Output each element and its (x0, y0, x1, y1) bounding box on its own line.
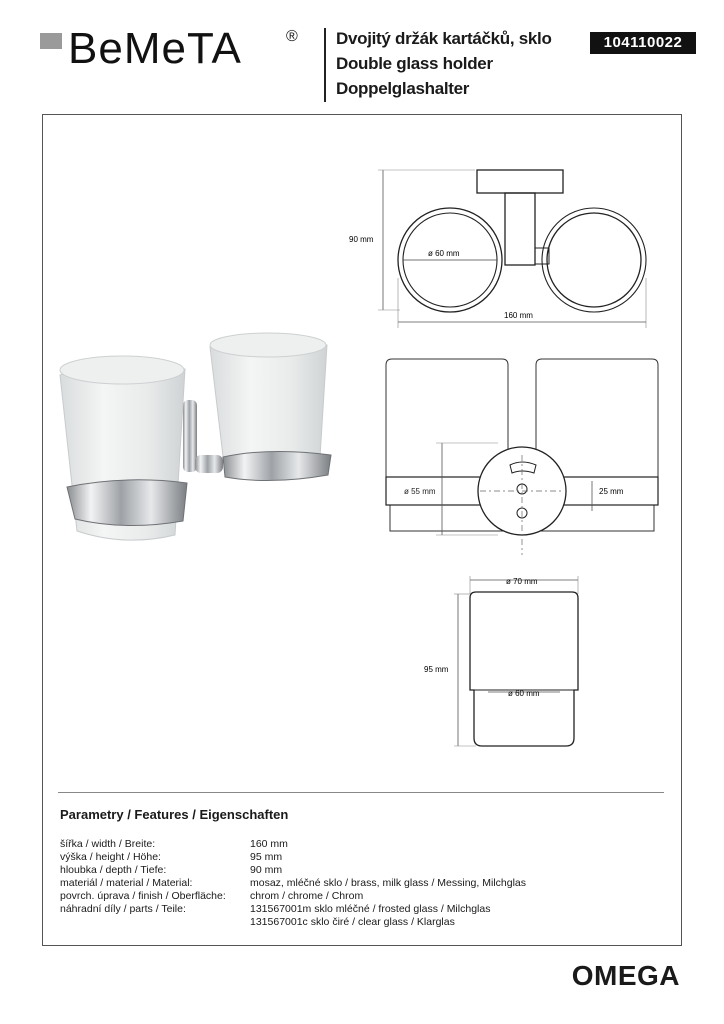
dim-ring-label: ø 60 mm (428, 249, 460, 258)
product-photo (55, 325, 345, 555)
product-code-badge: 104110022 (590, 32, 696, 54)
param-value: 131567001c sklo čiré / clear glass / Klarglas (250, 916, 455, 928)
dim-offset-label: 25 mm (599, 487, 624, 496)
params-divider (58, 792, 664, 793)
dim-glass-top-label: ø 70 mm (506, 577, 538, 586)
logo-square-mark (40, 33, 62, 49)
left-ring (67, 480, 187, 526)
glass-view-drawing (420, 570, 600, 760)
top-view-drawing (340, 160, 670, 335)
param-label: hloubka / depth / Tiefe: (60, 864, 167, 876)
series-name: OMEGA (571, 960, 680, 991)
dim-height-label: 90 mm (349, 235, 374, 244)
wall-bracket (183, 400, 223, 473)
front-view-drawing (380, 355, 670, 565)
title-de: Doppelglashalter (336, 79, 470, 98)
param-label: materiál / material / Material: (60, 877, 193, 889)
param-label: povrch. úprava / finish / Oberfläche: (60, 890, 226, 902)
title-cs: Dvojitý držák kartáčků, sklo (336, 29, 552, 48)
right-ring (223, 451, 331, 480)
param-label: náhradní díly / parts / Teile: (60, 903, 186, 915)
param-value: 95 mm (250, 851, 283, 863)
dim-width-label: 160 mm (504, 311, 533, 320)
dim-base-label: ø 55 mm (404, 487, 436, 496)
param-value: 160 mm (250, 838, 288, 850)
title-en: Double glass holder (336, 54, 493, 73)
param-label: šířka / width / Breite: (60, 838, 156, 850)
brand-logo (40, 24, 298, 74)
dim-glass-bottom-label: ø 60 mm (508, 689, 540, 698)
param-label: výška / height / Höhe: (60, 851, 161, 863)
param-value: chrom / chrome / Chrom (250, 890, 364, 902)
header-separator (324, 28, 326, 102)
param-value: 131567001m sklo mléčné / frosted glass / Milchglas (250, 903, 491, 915)
param-value: mosaz, mléčné sklo / brass, milk glass / Messing, Milchglas (250, 877, 526, 889)
dim-glass-height-label: 95 mm (424, 665, 449, 674)
param-value: 90 mm (250, 864, 283, 876)
params-title: Parametry / Features / Eigenschaften (60, 807, 289, 822)
registered-mark: ® (286, 28, 298, 45)
product-titles (336, 26, 552, 101)
logo-wordmark: BeMeTA (68, 24, 242, 73)
